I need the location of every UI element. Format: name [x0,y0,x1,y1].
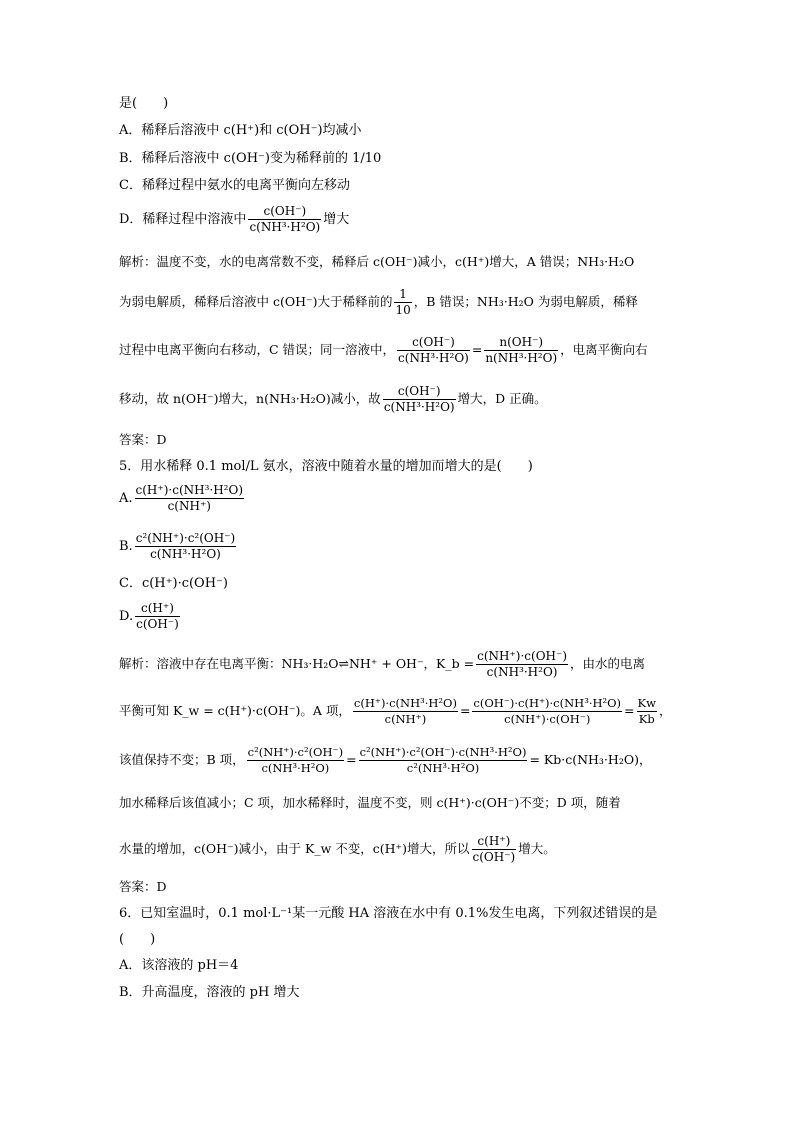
fraction-denominator: c(NH⁺) [167,499,211,513]
q5-option-d [119,601,182,632]
q4-option-d-post: 增大 [323,212,350,227]
text-segment: ，B 错误；NH₃·H₂O 为弱电解质，稀释 [413,294,638,309]
q4-analysis-line-2 [119,287,638,318]
fraction-one-tenth [394,287,411,318]
q4-stem-tail: 是( ) [119,96,169,111]
fraction [353,696,458,727]
fraction-numerator: Kw [637,696,656,710]
text-segment: 为弱电解质，稀释后溶液中 c(OH⁻)大于稀释前的 [119,294,393,309]
text-segment: 该值保持不变；B 项， [119,752,245,767]
equals-sign: = [459,703,471,718]
fraction-numerator: c(H⁺) [135,601,180,617]
q5-analysis-line-3 [119,745,651,776]
fraction-numerator: c²(NH⁺)·c²(OH⁻) [247,745,344,759]
text-segment: 平衡可知 K_w = c(H⁺)·c(OH⁻)。A 项， [119,703,351,718]
fraction-numerator: c(H⁺)·c(NH³·H²O) [353,696,457,710]
fraction-denominator: c(NH⁺)·c(OH⁻) [504,712,591,726]
fraction-numerator: c²(NH⁺)·c²(OH⁻)·c(NH³·H²O) [359,745,527,759]
fraction-denominator: 10 [395,303,411,317]
fraction-numerator: n(OH⁻) [484,335,558,351]
q4-option-c: C．稀释过程中氨水的电离平衡向左移动 [119,178,350,193]
fraction-denominator: c(NH³·H²O) [150,547,221,561]
fraction-denominator: c(NH³·H²O) [383,400,455,414]
fraction [472,834,517,865]
q4-option-d-pre: D．稀释过程中溶液中 [119,212,247,227]
equals-sign: = [624,703,635,718]
fraction-denominator: c(NH³·H²O) [398,351,469,365]
fraction-numerator: c²(NH⁺)·c²(OH⁻) [135,531,236,545]
text-segment: ，由水的电离 [570,656,646,671]
fraction-numerator: c(OH⁻) [248,204,321,220]
q4-answer: 答案：D [119,432,167,447]
q4-option-d [119,204,349,235]
fraction [247,745,344,776]
fraction-denominator: c(OH⁻) [136,617,179,631]
fraction-denominator: c(NH⁺) [384,712,427,726]
fraction [383,384,456,415]
fraction-numerator: c(H⁺) [472,834,517,850]
text-segment: 水量的增加，c(OH⁻)减小，由于 K_w 不变，c(H⁺)增大，所以 [119,841,470,856]
text-segment: 过程中电离平衡向右移动，C 错误；同一溶液中， [119,342,396,357]
fraction [135,601,180,632]
text-segment: ，电离平衡向右 [560,342,648,357]
fraction-denominator: c²(NH³·H²O) [406,761,480,775]
q4-analysis-line-3 [119,335,648,366]
q4-option-b: B．稀释后溶液中 c(OH⁻)变为稀释前的 1/10 [119,151,382,166]
option-label: D. [119,609,134,624]
fraction-denominator: c(NH³·H²O) [261,761,330,775]
option-label: A. [119,491,133,506]
q5-analysis-line-1 [119,649,645,680]
q5-analysis-line-5 [119,834,556,865]
text-segment: 增大，D 正确。 [457,391,547,406]
q5-analysis-line-2 [119,696,671,727]
fraction [135,483,244,514]
q5-option-b [119,531,238,562]
q5-answer: 答案：D [119,879,167,894]
fraction-numerator: 1 [394,287,411,303]
fraction-denominator: n(NH³·H²O) [485,351,558,365]
fraction-numerator: c(OH⁻)·c(H⁺)·c(NH³·H²O) [473,696,622,710]
option-label: B. [119,539,133,554]
fraction [397,335,470,366]
text-segment: ， [658,703,672,718]
fraction-numerator: c(H⁺)·c(NH³·H²O) [135,483,244,497]
equals-sign: = [471,342,483,357]
fraction-numerator: c(NH⁺)·c(OH⁻) [477,649,568,663]
q5-stem: 5．用水稀释 0.1 mol/L 氨水，溶液中随着水量的增加而增大的是( ) [119,459,533,474]
q6-stem-continued: ( ) [119,932,156,947]
equals-sign: = [346,752,357,767]
text-segment: = Kb·c(NH₃·H₂O)， [529,752,652,767]
fraction [637,696,657,727]
fraction-numerator: c(OH⁻) [397,335,470,351]
q4-option-a: A．稀释后溶液中 c(H⁺)和 c(OH⁻)均减小 [119,123,362,138]
q5-option-c: C．c(H⁺)·c(OH⁻) [119,576,228,591]
fraction [472,696,622,727]
q5-option-a [119,483,246,514]
q4-option-d-fraction [248,204,321,235]
fraction-denominator: c(NH³·H²O) [486,665,558,679]
q4-analysis-line-4 [119,384,547,415]
q4-analysis-line-1: 解析：温度不变，水的电离常数不变，稀释后 c(OH⁻)减小，c(H⁺)增大，A 错误；NH₃·H₂O [119,254,635,269]
text-segment: 增大。 [518,841,556,856]
fraction-denominator: Kb [638,712,655,726]
fraction-denominator: c(NH³·H²O) [249,220,321,234]
q6-option-b: B．升高温度，溶液的 pH 增大 [119,985,300,1000]
fraction [359,745,528,776]
fraction [135,531,237,562]
text-segment: 移动，故 n(OH⁻)增大，n(NH₃·H₂O)减小，故 [119,391,381,406]
fraction-denominator: c(OH⁻) [472,850,516,864]
text-segment: 解析：溶液中存在电离平衡：NH₃·H₂O⇌NH⁺ + OH⁻，K_b = [119,656,475,671]
q5-analysis-line-4: 加水稀释后该值减小；C 项，加水稀释时，温度不变，则 c(H⁺)·c(OH⁻)不变；D 项，随着 [119,795,621,810]
q6-option-a: A．该溶液的 pH＝4 [119,958,239,973]
q6-stem: 6．已知室温时，0.1 mol·L⁻¹某一元酸 HA 溶液在水中有 0.1%发生电离，下列叙述错误的是 [119,906,658,921]
fraction [476,649,568,680]
fraction-numerator: c(OH⁻) [383,384,456,400]
fraction [484,335,558,366]
